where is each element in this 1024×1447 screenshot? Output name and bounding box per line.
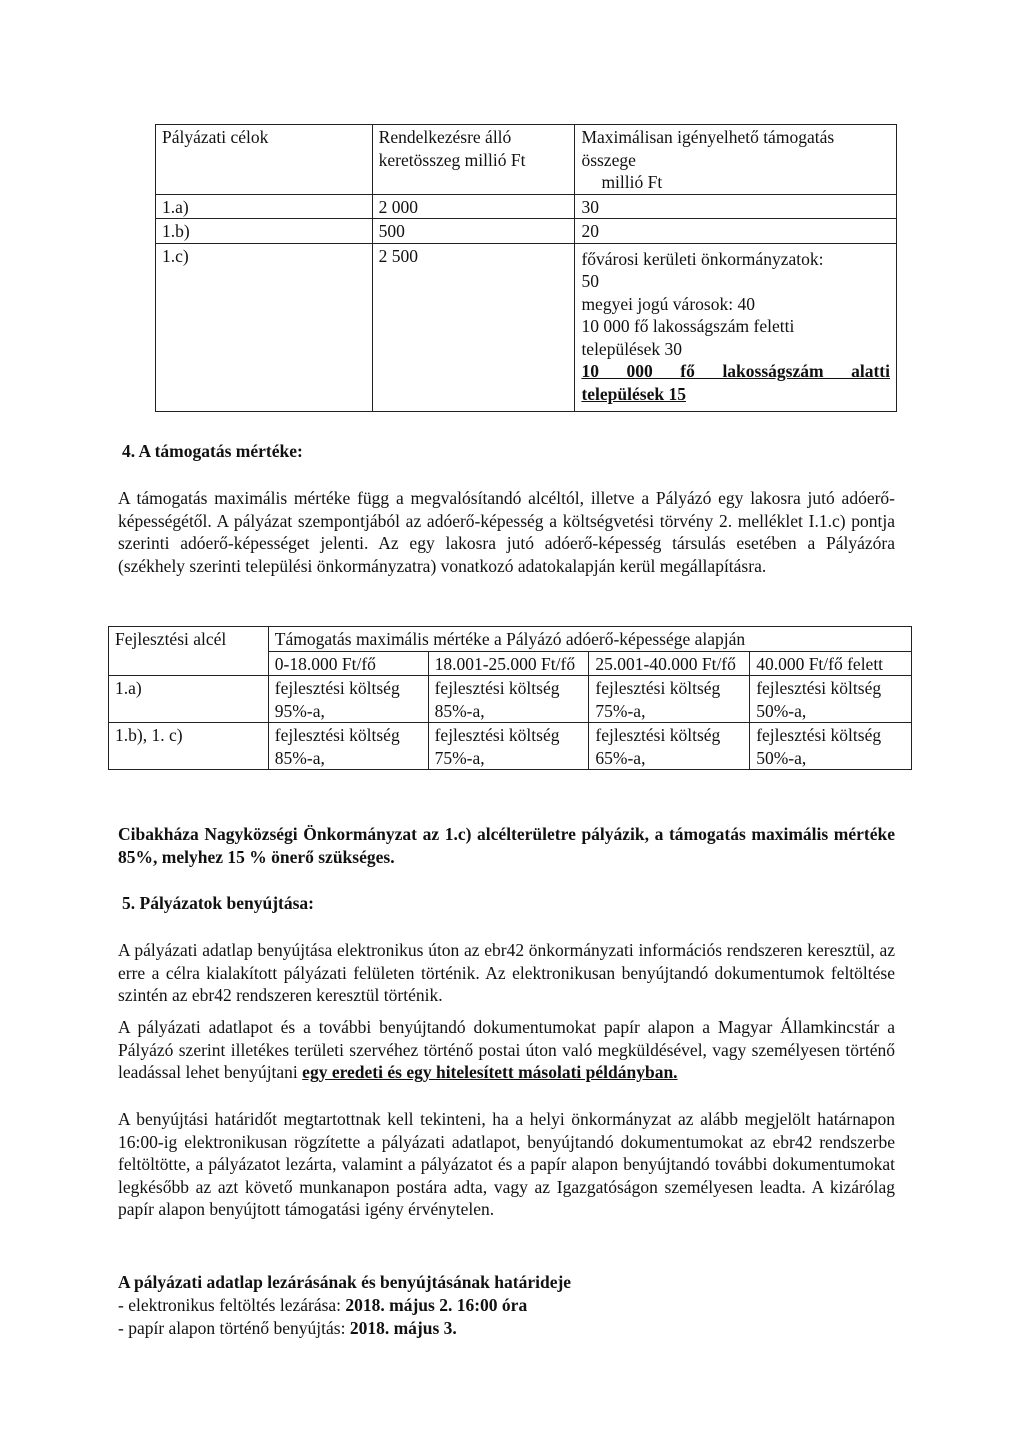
budget-table: [155, 124, 897, 412]
body-paragraph: A benyújtási határidőt megtartottnak kell tekinteni, ha a helyi önkormányzat az alább megjelölt határnapon 16:00-ig elektronikusan rögzítette a pályázati adatlapot, benyújtandó dokumentumokat az ebr42 rendszerbe feltöltötte, a pályázatot lezárta, valamint a pályázatot és a papír alapon benyújtandó további dokumentumokat legkésőbb az azt követő munkanapon postára adta, vagy az Igazgatóságon személyesen leadta. A kizárólag papír alapon benyújtott támogatási igény érvénytelen.: [118, 1109, 895, 1219]
table-cell: 1.a): [109, 676, 269, 723]
cell-line: fővárosi kerületi önkormányzatok:: [581, 248, 824, 269]
table-cell: 1.b), 1. c): [109, 723, 269, 770]
body-paragraph: A pályázati adatlap benyújtása elektronikus úton az ebr42 önkormányzati információs rendszeren keresztül, az erre a célra kialakított pályázati felületen történik. Az elektronikusan benyújtandó dokumentumok feltöltése szintén az ebr42 rendszeren keresztül történik.: [118, 940, 895, 1005]
table-cell: fejlesztési költség 85%-a,: [428, 676, 589, 723]
table-header-row: [156, 125, 897, 195]
body-paragraph: [118, 1016, 895, 1084]
table-cell: 30: [575, 194, 897, 219]
header-cell: [575, 125, 897, 195]
table-row: [156, 219, 897, 244]
header-cell: 25.001-40.000 Ft/fő: [589, 651, 750, 676]
table-cell: fejlesztési költség 95%-a,: [268, 676, 428, 723]
table-cell: 20: [575, 219, 897, 244]
deadline-line: [118, 1294, 895, 1317]
table-cell: 2 500: [372, 243, 575, 411]
table-cell: fejlesztési költség 75%-a,: [589, 676, 750, 723]
header-cell: 0-18.000 Ft/fő: [268, 651, 428, 676]
cell-line: megyei jogú városok: 40: [581, 293, 755, 314]
table-cell: fejlesztési költség 65%-a,: [589, 723, 750, 770]
body-paragraph: A támogatás maximális mértéke függ a megvalósítandó alcéltól, illetve a Pályázó egy lakosra jutó adóerő-képességétől. A pályázat szempontjából az adóerő-képesség a költségvetési törvény 2. melléklet I.1.c) pontja szerinti adóerő-képességet jelenti. Az egy lakosra jutó adóerő-képesség társulás esetében a Pályázóra (székhely szerinti települési önkormányzatra) vonatkozó adatokalapján kerül megállapításra.: [118, 488, 895, 576]
cell-line-underlined: települések 15: [581, 383, 686, 404]
table-row: [156, 194, 897, 219]
table-cell: fejlesztési költség 75%-a,: [428, 723, 589, 770]
deadline-label: - papír alapon történő benyújtás:: [118, 1318, 350, 1338]
table-cell: 1.b): [156, 219, 373, 244]
header-cell: Támogatás maximális mértéke a Pályázó adóerő-képessége alapján: [268, 627, 911, 652]
table-row: [156, 243, 897, 411]
deadline-label: - elektronikus feltöltés lezárása:: [118, 1295, 346, 1315]
table-cell: [575, 243, 897, 411]
emphasis-text: egy eredeti és egy hitelesített másolati példányban.: [302, 1062, 678, 1082]
table-cell: fejlesztési költség 85%-a,: [268, 723, 428, 770]
table-cell: 2 000: [372, 194, 575, 219]
header-text: Maximálisan igényelhető támogatás összege: [581, 127, 835, 170]
support-rate-table: [108, 626, 912, 770]
table-header-row: [109, 627, 912, 652]
cell-line: 10 000 fő lakosságszám feletti: [581, 316, 795, 336]
table-row: [109, 723, 912, 770]
cell-line: 50: [581, 271, 599, 291]
deadline-line: [118, 1317, 895, 1340]
table-cell: fejlesztési költség 50%-a,: [750, 676, 912, 723]
header-cell: Rendelkezésre álló keretösszeg millió Ft: [372, 125, 575, 195]
header-cell: 40.000 Ft/fő felett: [750, 651, 912, 676]
highlight-note: Cibakháza Nagyközségi Önkormányzat az 1.c) alcélterületre pályázik, a támogatás maximális mértéke 85%, melyhez 15 % önerő szükséges.: [118, 824, 895, 867]
deadline-value: 2018. május 3.: [349, 1318, 457, 1338]
table-row: [109, 676, 912, 723]
table-cell: 500: [372, 219, 575, 244]
table-cell: 1.a): [156, 194, 373, 219]
section-heading: 5. Pályázatok benyújtása:: [122, 893, 315, 913]
header-cell: Fejlesztési alcél: [109, 627, 269, 676]
header-text: millió Ft: [601, 172, 663, 192]
deadline-heading: A pályázati adatlap lezárásának és benyújtásának határideje: [118, 1272, 572, 1292]
cell-line-underlined: 10 000 fő lakosságszám alatti: [581, 361, 890, 381]
table-cell: 1.c): [156, 243, 373, 411]
header-cell: 18.001-25.000 Ft/fő: [428, 651, 589, 676]
section-heading: 4. A támogatás mértéke:: [122, 441, 303, 461]
header-cell: Pályázati célok: [156, 125, 373, 195]
table-cell: fejlesztési költség 50%-a,: [750, 723, 912, 770]
paragraph-text: A pályázati adatlapot és a további benyújtandó dokumentumokat papír alapon a Magyar Államkincstár a Pályázó szerint illetékes területi szervéhez történő postai úton való megküldésével, vagy személyesen történő leadással lehet benyújtani: [118, 1017, 895, 1082]
cell-line: települések 30: [581, 338, 683, 359]
deadline-value: 2018. május 2. 16:00 óra: [345, 1295, 528, 1315]
